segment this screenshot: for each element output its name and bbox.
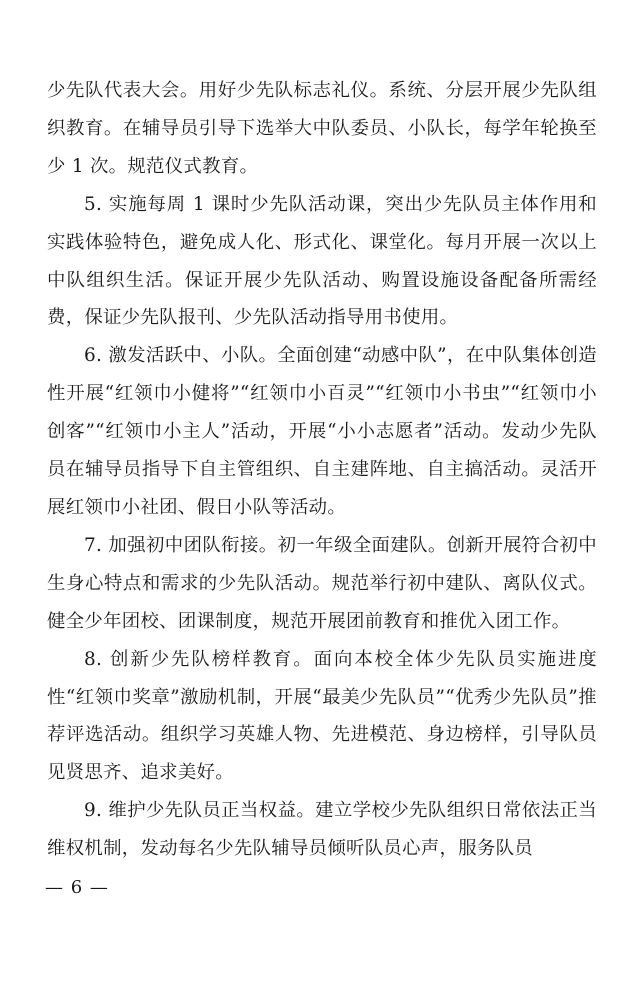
paragraph-item-8: 8. 创新少先队榜样教育。面向本校全体少先队员实施进度性“红领巾奖章”激励机制，开展“最美少先队员”“优秀少先队员”推荐评选活动。组织学习英雄人物、先进模范、身边榜样，引导队员见贤思齐、追求美好。 [47, 648, 597, 784]
paragraph-item-9: 9. 维护少先队员正当权益。建立学校少先队组织日常依法正当维权机制，发动每名少先队辅导员倾听队员心声，服务队员 [47, 800, 597, 860]
document-body [47, 72, 597, 868]
paragraph-item-6: 6. 激发活跃中、小队。全面创建“动感中队”，在中队集体创造性开展“红领巾小健将”“红领巾小百灵”“红领巾小书虫”“红领巾小创客”“红领巾小主人”活动，开展“小小志愿者”活动。发动少先队员在辅导员指导下自主管组织、自主建阵地、自主搞活动。灵活开展红领巾小社团、假日小队等活动。 [47, 345, 597, 518]
paragraph-continuation: 少先队代表大会。用好少先队标志礼仪。系统、分层开展少先队组织教育。在辅导员引导下选举大中队委员、小队长，每学年轮换至少 1 次。规范仪式教育。 [47, 80, 597, 177]
page-number: — 6 — [45, 877, 109, 898]
paragraph-item-7: 7. 加强初中团队衔接。初一年级全面建队。创新开展符合初中生身心特点和需求的少先队活动。规范举行初中建队、离队仪式。健全少年团校、团课制度，规范开展团前教育和推优入团工作。 [47, 534, 597, 632]
paragraph-item-5: 5. 实施每周 1 课时少先队活动课，突出少先队员主体作用和实践体验特色，避免成人化、形式化、课堂化。每月开展一次以上中队组织生活。保证开展少先队活动、购置设施设备配备所需经费，保证少先队报刊、少先队活动指导用书使用。 [47, 193, 597, 329]
